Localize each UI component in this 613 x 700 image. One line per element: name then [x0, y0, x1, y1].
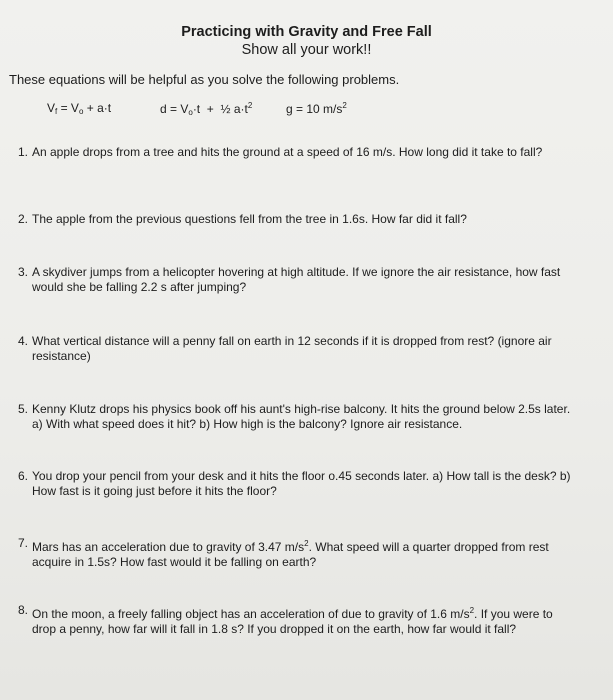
question-4 [18, 334, 578, 364]
question-text: A skydiver jumps from a helicopter hovering at high altitude. If we ignore the air resistance, how fast would she be falling 2.2 s after jumping? [32, 265, 561, 294]
question-text: What vertical distance will a penny fall on earth in 12 seconds if it is dropped from rest? (ignore air resistance) [32, 334, 552, 363]
question-number: 4. [18, 334, 29, 348]
intro-text: These equations will be helpful as you solve the following problems. [9, 72, 400, 87]
equation-distance: $d = V_o\cdot t$ + ½ $a\cdot t^2$ [160, 101, 253, 117]
question-8 [18, 603, 578, 637]
question-text: You drop your pencil from your desk and it hits the floor o.45 seconds later. a) How tall is the desk? b) How fast is it going just before it hits the floor? [32, 469, 571, 498]
equation-gravity: g = 10 $m/s^2$ [286, 101, 347, 116]
question-text: Kenny Klutz drops his physics book off his aunt's high-rise balcony. It hits the ground below 2.5s later. a) With what speed does it hit? b) How high is the balcony? Ignore air resistance. [32, 402, 571, 431]
question-number: 5. [18, 402, 29, 416]
question-7 [18, 536, 578, 570]
question-number: 3. [18, 265, 29, 279]
question-text: On the moon, a freely falling object has an acceleration of due to gravity of 1.6 $m/s^2$. If you were to drop a penny, how far will it fall in 1.8 s? If you dropped it on the earth, how far would it fall? [32, 606, 553, 636]
question-text: The apple from the previous questions fell from the tree in 1.6s. How far did it fall? [32, 212, 467, 226]
page-subtitle: Show all your work!! [241, 42, 372, 58]
question-2 [18, 212, 578, 227]
question-text: An apple drops from a tree and hits the ground at a speed of 16 m/s. How long did it take to fall? [32, 145, 543, 159]
question-number: 7. [18, 536, 29, 550]
equation-final-velocity: $V_f = V_o + a\cdot t$ [47, 101, 112, 116]
question-3 [18, 265, 578, 295]
question-1 [18, 145, 578, 160]
question-6 [18, 469, 578, 499]
question-number: 2. [18, 212, 29, 226]
question-text: Mars has an acceleration due to gravity of 3.47 $m/s^2$. What speed will a quarter dropped from rest acquire in 1.5s? How fast would it be falling on earth? [32, 539, 549, 569]
question-number: 8. [18, 603, 29, 617]
question-5 [18, 402, 578, 432]
question-number: 6. [18, 469, 29, 483]
page-title: Practicing with Gravity and Free Fall [181, 24, 432, 40]
question-number: 1. [18, 145, 29, 159]
